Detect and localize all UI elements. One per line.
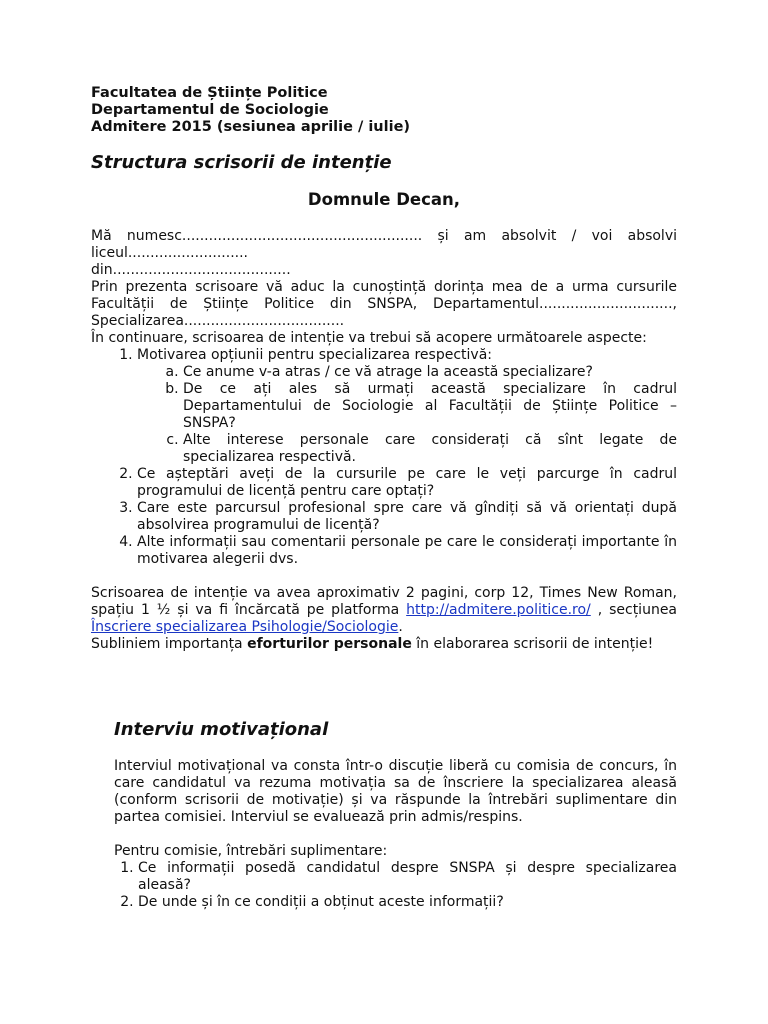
list-item-text: Ce așteptări aveți de la cursurile pe care le veți parcurge în cadrul programului de licență pentru care optați? (137, 466, 677, 499)
list-item-text: Alte informații sau comentarii personale pe care le considerați importante în motivarea alegerii dvs. (137, 534, 677, 567)
interview-paragraph: Interviul motivațional va consta într-o discuție liberă cu comisia de concurs, în care candidatul va rezuma motivația sa de înscriere la specializarea aleasă (conform scrisorii de motivație) și va răspunde la întrebări suplimentare din partea comisiei. Interviul se evaluează prin admis/respins. (114, 758, 677, 825)
list-item (138, 894, 677, 911)
admission-session: Admitere 2015 (sesiunea aprilie / iulie) (91, 119, 411, 135)
format-text: Scrisoarea de intenție va avea aproximativ 2 pagini, corp 12, Times New Roman, spațiu 1 ½ și va fi încărcată pe platforma (91, 585, 677, 618)
sub-list-item (183, 432, 677, 466)
aspects-paragraph: În continuare, scrisoarea de intenție va trebui să acopere următoarele aspecte: (91, 330, 647, 346)
sub-list-item-text: De ce ați ales să urmați această specializare în cadrul Departamentului de Sociologie al Facultății de Științe Politice – SNSPA? (183, 381, 677, 431)
sub-list-item (183, 381, 677, 432)
section-separator: , secțiunea (597, 602, 678, 618)
aspects-list (91, 347, 677, 568)
intro-paragraph-continued: din........................................ (91, 262, 291, 278)
list-item-text: Ce informații posedă candidatul despre SNSPA și despre specializarea aleasă? (138, 860, 677, 893)
list-item-text: De unde și în ce condiții a obținut aceste informații? (138, 894, 504, 910)
sub-list (137, 364, 677, 466)
interview-body (114, 758, 677, 911)
list-item (137, 534, 677, 568)
interview-title: Interviu motivațional (114, 719, 329, 740)
section-link[interactable]: Înscriere specializarea Psihologie/Sociologie (91, 619, 399, 635)
header-block (91, 85, 691, 136)
list-item-text: Motivarea opțiunii pentru specializarea respectivă: (137, 347, 492, 363)
intro-paragraph: Mă numesc...................................................... și am absolvit / voi absolvi liceul........................... (91, 228, 677, 261)
list-item (138, 860, 677, 894)
period: . (398, 619, 403, 635)
list-item (137, 347, 677, 466)
faculty-name: Facultatea de Științe Politice (91, 85, 328, 101)
questions-list (114, 860, 677, 911)
letter-structure-title: Structura scrisorii de intenție (91, 152, 392, 173)
list-item-text: Care este parcursul profesional spre care vă gîndiți să vă orientați după absolvirea programului de licență? (137, 500, 677, 533)
emphasis-pre: Subliniem importanța (91, 636, 243, 652)
format-paragraph (91, 585, 677, 636)
sub-list-item-text: Ce anume v-a atras / ce vă atrage la această specializare? (183, 364, 593, 380)
list-item (137, 466, 677, 500)
sub-list-item-text: Alte interese personale care considerați că sînt legate de specializarea respectivă. (183, 432, 677, 465)
questions-intro: Pentru comisie, întrebări suplimentare: (114, 843, 388, 859)
department-name: Departamentul de Sociologie (91, 102, 329, 118)
emphasis-bold: eforturilor personale (247, 636, 412, 652)
purpose-paragraph: Prin prezenta scrisoare vă aduc la cunoștință dorința mea de a urma cursurile Facultății de Științe Politice din SNSPA, Departamentul.............................., Specializarea.................................... (91, 279, 677, 329)
platform-link[interactable]: http://admitere.politice.ro/ (406, 602, 591, 618)
salutation: Domnule Decan, (307, 190, 461, 209)
list-item (137, 500, 677, 534)
emphasis-paragraph (91, 636, 677, 653)
letter-body (91, 228, 677, 653)
emphasis-post: în elaborarea scrisorii de intenție! (416, 636, 654, 652)
sub-list-item (183, 364, 677, 381)
